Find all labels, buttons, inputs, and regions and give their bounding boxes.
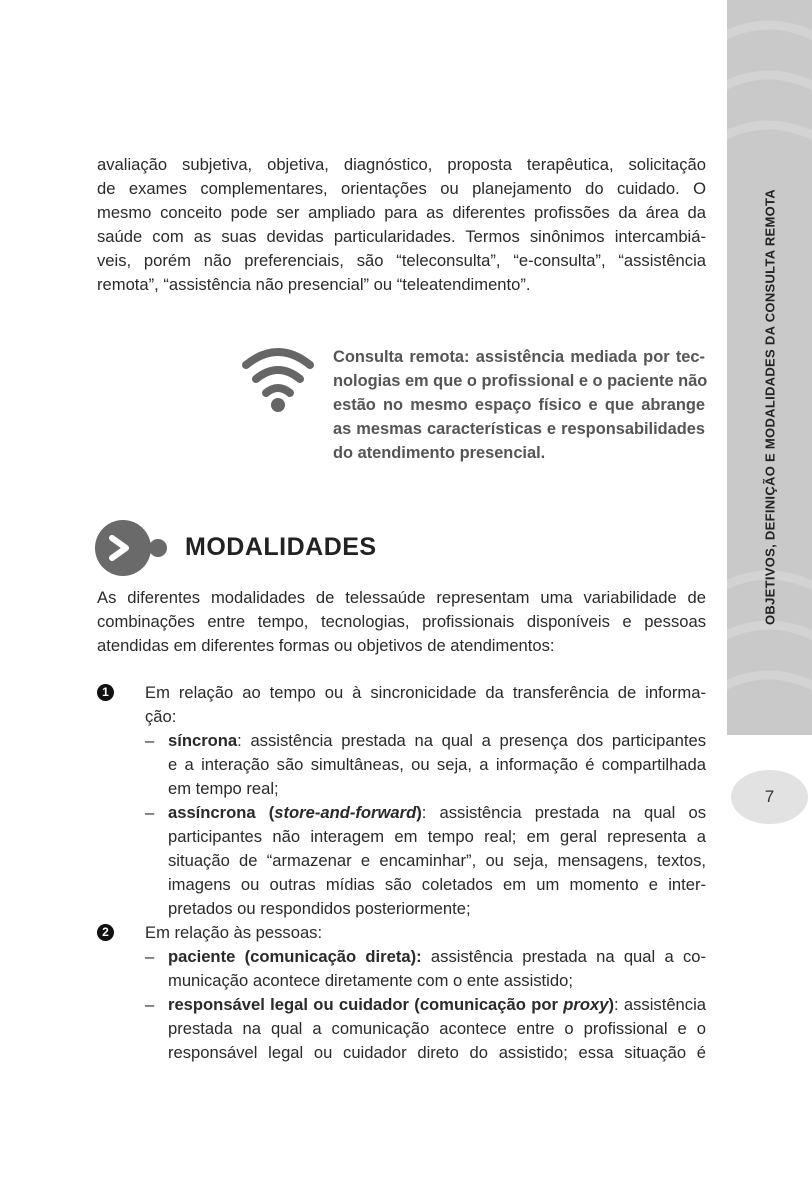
chapter-title-vertical: OBJETIVOS, DEFINIÇÃO E MODALIDADES DA CONSULTA REMOTA [762,189,778,625]
text-line [168,753,706,777]
text-segment: Em relação ao tempo ou à sincronicidade da transferência de informa- [145,683,706,702]
list-subitem [0,729,812,801]
text-segment: : assistência [613,995,706,1014]
section-heading: MODALIDADES [185,533,377,561]
text-segment: e a interação são simultâneas, ou seja, a informação é compartilhada [168,755,706,774]
text-line [168,945,706,969]
definition-callout [333,345,708,465]
text-segment: pretados ou respondidos posteriormente; [168,899,471,918]
list-subitem-text [168,801,706,921]
page-number: 7 [731,770,808,824]
text-line [168,897,706,921]
text-segment: saúde com as suas devidas particularidades. Termos sinônimos intercambiá- [97,227,706,246]
bold-term: responsável legal ou cuidador (comunicação por [168,995,564,1014]
text-line [168,801,706,825]
bold-term: paciente (comunicação direta): [168,947,422,966]
bold-term: assíncrona ( [168,803,275,822]
text-segment: do atendimento presencial. [333,444,546,462]
text-line [97,249,706,273]
text-line [168,969,706,993]
dash-bullet: – [145,731,155,750]
text-line [168,825,706,849]
bold-term: proxy [563,995,609,1014]
text-line [145,681,706,705]
text-segment: : assistência prestada na qual a presença dos participantes [237,731,706,750]
text-segment: em tempo real; [168,779,279,798]
text-line [168,873,706,897]
text-line [333,417,705,441]
intro-paragraph [97,153,706,297]
text-line [97,586,706,610]
text-segment: as mesmas características e responsabilidades [333,420,705,438]
chevron-right-icon [94,520,174,578]
text-line [333,441,705,465]
text-line [168,1041,706,1065]
text-line [97,273,706,297]
text-segment: atendidas em diferentes formas ou objetivos de atendimentos: [97,636,555,655]
text-line [333,345,705,369]
text-line [168,993,706,1017]
text-segment: veis, porém não preferenciais, são “teleconsulta”, “e-consulta”, “assistência [97,251,706,270]
text-line [168,777,706,801]
text-segment: nologias em que o profissional e o paciente não [333,372,708,390]
text-segment: municação acontece diretamente com o ente assistido; [168,971,573,990]
text-line [97,153,706,177]
list-subitem-text [168,993,706,1065]
list-subitem [0,993,812,1065]
text-segment: combinações entre tempo, tecnologias, profissionais disponíveis e pessoas [97,612,706,631]
text-line [97,634,706,658]
list-item [0,921,812,1065]
text-line [145,921,706,945]
list-subitem-text [168,945,706,993]
dash-bullet: – [145,947,155,966]
text-segment: situação de “armazenar e encaminhar”, ou seja, mensagens, textos, [168,851,706,870]
dash-bullet: – [145,803,155,822]
list-item-text [145,921,706,945]
text-line [333,369,708,393]
modalities-paragraph [97,586,706,658]
list-subitem [0,801,812,921]
text-segment: Consulta remota: assistência mediada por tec- [333,348,705,366]
bold-term: síncrona [168,731,238,750]
bold-term: ) [416,803,422,822]
text-segment: As diferentes modalidades de telessaúde representam uma variabilidade de [97,588,706,607]
text-segment: prestada na qual a comunicação acontece entre o profissional e o [168,1019,706,1038]
list-subitem-text [168,729,706,801]
text-line [97,610,706,634]
list-item-text [145,681,706,729]
list-item [0,681,812,921]
text-line [145,705,706,729]
text-line [97,177,706,201]
text-segment: de exames complementares, orientações ou planejamento do cuidado. O [97,179,706,198]
bold-term: ) [608,995,614,1014]
text-segment: imagens ou outras mídias são coletados em um momento e inter- [168,875,706,894]
list-number-badge: 1 [97,684,114,701]
text-segment: mesmo conceito pode ser ampliado para as diferentes profissões da área da [97,203,706,222]
text-segment: participantes não interagem em tempo real; em geral representa a [168,827,706,846]
text-line [168,729,706,753]
list-subitem [0,945,812,993]
dash-bullet: – [145,995,155,1014]
text-line [168,849,706,873]
text-segment: : assistência prestada na qual os [421,803,706,822]
text-segment: estão no mesmo espaço físico e que abrange [333,396,705,414]
text-segment: Em relação às pessoas: [145,923,323,942]
text-segment: ção: [145,707,177,726]
text-segment: responsável legal ou cuidador direto do assistido; essa situação é [168,1043,706,1062]
list-number-badge: 2 [97,924,114,941]
wifi-icon [240,345,316,413]
text-line [97,201,706,225]
modalities-list [0,681,812,1065]
bold-term: store-and-forward [274,803,417,822]
text-segment: assistência prestada na qual a co- [421,947,706,966]
text-line [97,225,706,249]
text-segment: remota”, “assistência não presencial” ou “teleatendimento”. [97,275,531,294]
text-line [333,393,705,417]
text-line [168,1017,706,1041]
text-segment: avaliação subjetiva, objetiva, diagnóstico, proposta terapêutica, solicitação [97,155,706,174]
